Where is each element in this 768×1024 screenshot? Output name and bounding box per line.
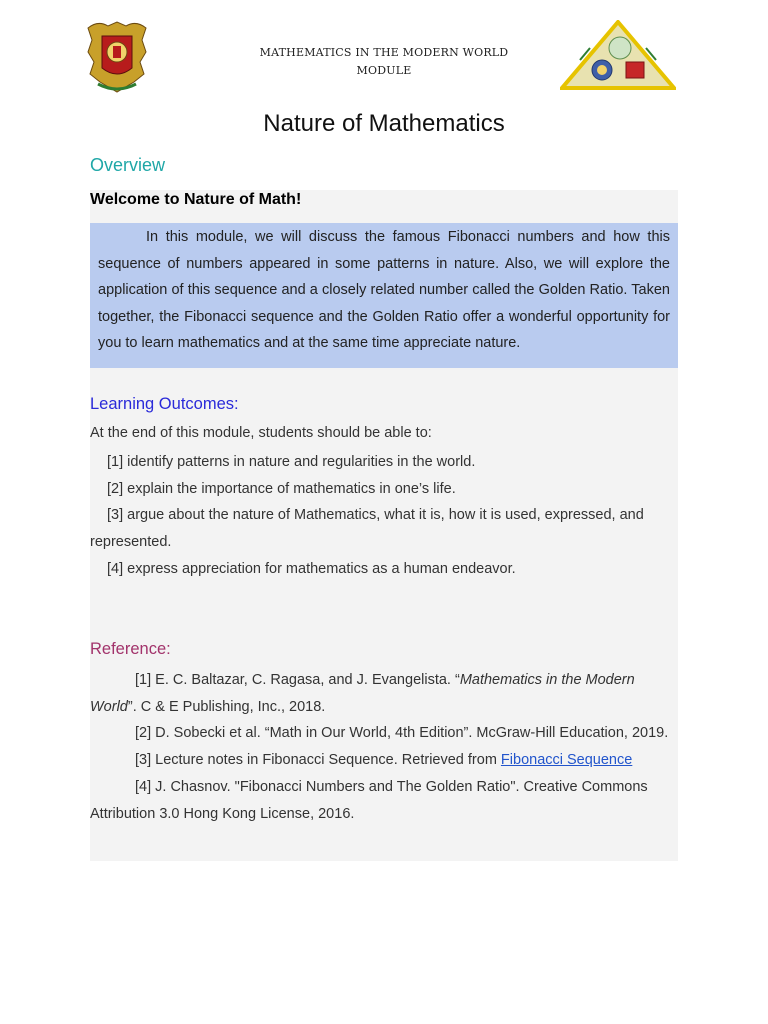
page-header <box>0 0 768 110</box>
triangle-seal-logo <box>560 20 676 90</box>
reference-list <box>90 667 670 827</box>
reference-heading: Reference: <box>90 640 171 658</box>
learning-outcomes-list <box>90 449 678 583</box>
reference-3-text: [3] Lecture notes in Fibonacci Sequence. Retrieved from <box>135 752 501 769</box>
list-item: [3] argue about the nature of Mathematics, what it is, how it is used, expressed, and represented. <box>90 507 644 551</box>
reference-1-text: [1] E. C. Baltazar, C. Ragasa, and J. Evangelista. “ <box>135 672 460 688</box>
intro-paragraph: In this module, we will discuss the famous Fibonacci numbers and how this sequence of numbers appeared in some patterns in nature. Also, we will explore the application of this sequence and a closely related number called the Golden Ratio. Taken together, the Fibonacci sequence and the Golden Ratio offer a wonderful opportunity for you to learn mathematics and at the same time appreciate nature. <box>98 229 670 352</box>
reference-item-3 <box>90 747 670 774</box>
list-item: [4] express appreciation for mathematics as a human endeavor. <box>107 560 516 577</box>
header-title-line2: MODULE <box>356 64 412 77</box>
learning-outcomes-intro: At the end of this module, students should be able to: <box>90 425 432 441</box>
university-seal-logo <box>84 18 150 94</box>
learning-outcomes-heading: Learning Outcomes: <box>90 395 239 413</box>
reference-item-1 <box>90 667 670 720</box>
welcome-heading: Welcome to Nature of Math! <box>90 191 302 208</box>
header-title-line1: MATHEMATICS IN THE MODERN WORLD <box>259 46 509 59</box>
document-title: Nature of Mathematics <box>263 110 505 137</box>
list-item: [1] identify patterns in nature and regularities in the world. <box>107 454 476 470</box>
module-header-title <box>234 44 534 80</box>
reference-item-4: [4] J. Chasnov. "Fibonacci Numbers and The Golden Ratio". Creative Commons Attribution 3.0 Hong Kong License, 2016. <box>90 778 648 822</box>
fibonacci-sequence-link[interactable]: Fibonacci Sequence <box>500 752 633 769</box>
reference-item-2: [2] D. Sobecki et al. “Math in Our World, 4th Edition”. McGraw-Hill Education, 2019. <box>135 725 669 742</box>
reference-1-book-title: Mathematics in the Modern World <box>90 672 635 715</box>
overview-heading: Overview <box>90 155 166 175</box>
reference-1-publisher: ”. C & E Publishing, Inc., 2018. <box>127 698 326 715</box>
list-item: [2] explain the importance of mathematics in one’s life. <box>107 480 456 497</box>
